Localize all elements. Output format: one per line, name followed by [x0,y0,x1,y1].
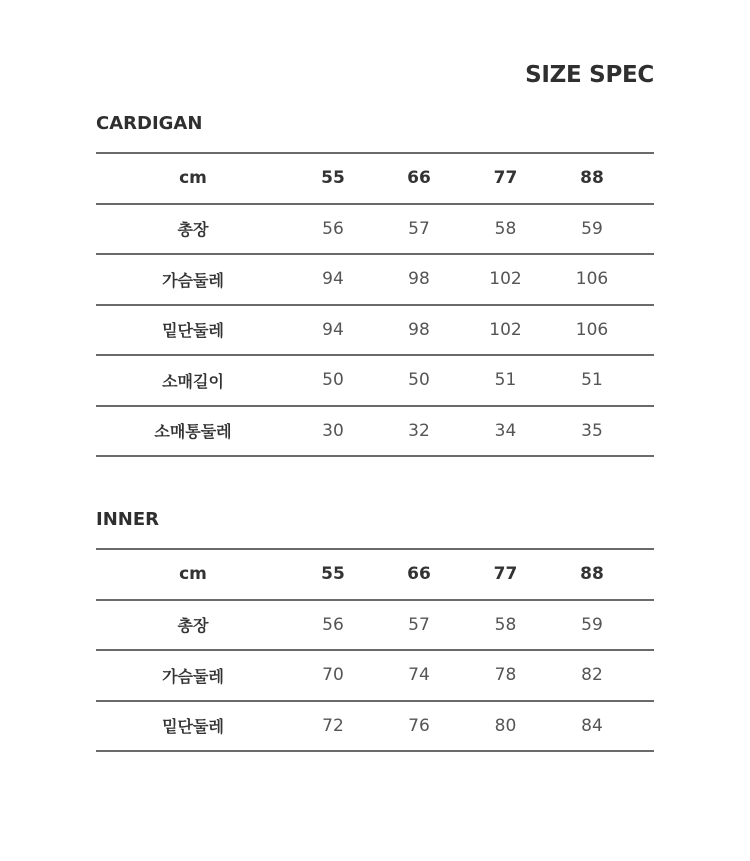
measurement-value: 34 [462,406,549,457]
size-header: 66 [376,549,462,600]
measurement-value: 94 [290,254,376,305]
measurement-value: 80 [462,701,549,752]
table-row [96,355,654,406]
measurement-label: 밑단둘레 [96,305,290,356]
measurement-value: 106 [549,254,635,305]
size-header: 88 [549,153,635,204]
cardigan-size-table [96,152,654,457]
measurement-value: 57 [376,600,462,651]
measurement-value: 59 [549,204,635,255]
size-header: 55 [290,153,376,204]
page-title: SIZE SPEC [525,62,654,88]
table-row [96,254,654,305]
measurement-label: 소매통둘레 [96,406,290,457]
table-row [96,650,654,701]
measurement-value: 82 [549,650,635,701]
measurement-value: 98 [376,305,462,356]
measurement-value: 102 [462,254,549,305]
measurement-value: 58 [462,600,549,651]
inner-size-table [96,548,654,752]
measurement-value: 51 [549,355,635,406]
measurement-value: 32 [376,406,462,457]
measurement-value: 74 [376,650,462,701]
measurement-label: 소매길이 [96,355,290,406]
measurement-label: 밑단둘레 [96,701,290,752]
size-header: 66 [376,153,462,204]
table-row [96,204,654,255]
table-header-row [96,153,654,204]
table-row [96,600,654,651]
measurement-label: 총장 [96,204,290,255]
measurement-value: 76 [376,701,462,752]
inner-section-label: INNER [96,509,159,530]
table-row [96,305,654,356]
measurement-label: 총장 [96,600,290,651]
measurement-value: 50 [376,355,462,406]
measurement-value: 84 [549,701,635,752]
measurement-value: 56 [290,600,376,651]
measurement-label: 가슴둘레 [96,650,290,701]
measurement-value: 94 [290,305,376,356]
measurement-value: 58 [462,204,549,255]
size-header: 77 [462,153,549,204]
measurement-value: 78 [462,650,549,701]
measurement-value: 59 [549,600,635,651]
size-header: 77 [462,549,549,600]
measurement-value: 50 [290,355,376,406]
measurement-value: 35 [549,406,635,457]
unit-header: cm [96,549,290,600]
measurement-value: 70 [290,650,376,701]
measurement-value: 56 [290,204,376,255]
cardigan-section-label: CARDIGAN [96,113,203,134]
measurement-value: 102 [462,305,549,356]
measurement-label: 가슴둘레 [96,254,290,305]
measurement-value: 98 [376,254,462,305]
measurement-value: 106 [549,305,635,356]
table-row [96,406,654,457]
unit-header: cm [96,153,290,204]
measurement-value: 30 [290,406,376,457]
measurement-value: 72 [290,701,376,752]
table-header-row [96,549,654,600]
size-header: 55 [290,549,376,600]
measurement-value: 51 [462,355,549,406]
table-row [96,701,654,752]
size-header: 88 [549,549,635,600]
measurement-value: 57 [376,204,462,255]
